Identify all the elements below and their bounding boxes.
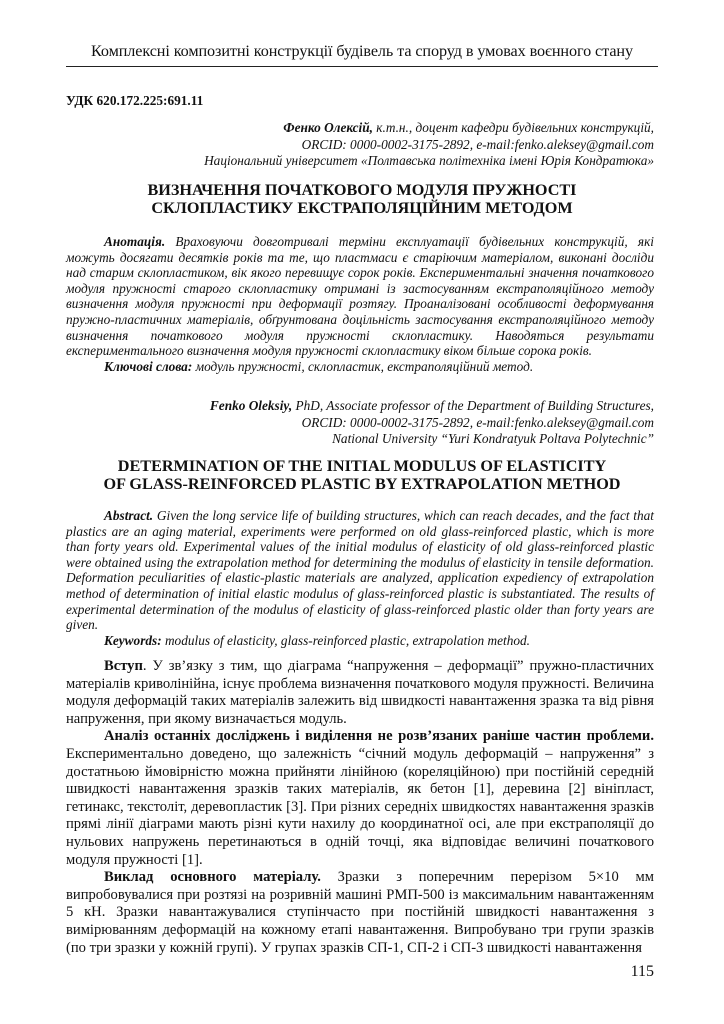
keywords-en-paragraph — [66, 633, 654, 649]
abstract-en-text: Given the long service life of building structures, which can reach decades, and the fact that plastics are an aging material, experiments were performed on old glass-reinforced plastic, which is more than forty years old. Experimental values of the initial modulus of elasticity of old glass-reinforced plastic were obtained using the extrapolation method for determining the modulus of elasticity in tensile deformation. Deformation peculiarities of elastic-plastic materials are analyzed, application expediency of extrapolation method of determination of initial elastic modulus of glass-reinforced plastic is substantiated. The results of experimental determination of the modulus of elasticity of glass-reinforced plastic older than forty years are given. — [66, 508, 654, 633]
author-affiliation-en: National University “Yuri Kondratyuk Poltava Polytechnic” — [332, 431, 654, 446]
title-en — [66, 457, 658, 493]
abstract-ua-label: Анотація. — [104, 234, 166, 249]
keywords-ua-label: Ключові слова: — [104, 358, 193, 374]
abstract-ua-text: Враховуючи довготривалі терміни експлуатації будівельних конструкцій, які можуть досягати десятків років та те, що пластмаси є старіючим матеріалом, виконані досліди над старим склопластиком, вік якого перевищує сорок років. Експериментальні значення початкового модуля пружності старого склопластику отримані із застосуванням екстраполяційного методу визначення модуля пружності при деформації розтягу. Проаналізовані особливості деформування пружно-пластичних матеріалів, обґрунтована доцільність застосування екстраполяційного методу визначення початкового модуля пружності склопластику. Наводяться результати експериментального визначення модуля пружності склопластику віком більше сорока років. — [66, 234, 654, 359]
abstract-ua — [66, 234, 654, 374]
analysis-paragraph — [66, 728, 654, 869]
udc-code: УДК 620.172.225:691.11 — [66, 93, 204, 108]
keywords-ua-paragraph — [66, 359, 654, 375]
author-block-en — [66, 398, 654, 448]
keywords-en-label: Keywords: — [104, 632, 162, 648]
header-rule — [66, 66, 658, 67]
author-contacts-en: ORCID: 0000-0002-3175-2892, e-mail:fenko.aleksey@gmail.com — [301, 414, 654, 430]
abstract-ua-paragraph — [66, 234, 654, 359]
title-ua — [66, 181, 658, 217]
author-name-en: Fenko Oleksiy, — [209, 398, 293, 413]
abstract-en — [66, 508, 654, 648]
analysis-label: Аналіз останніх досліджень і виділення не розв’язаних раніше частин проблеми. — [104, 728, 654, 745]
author-block-ua — [66, 120, 654, 170]
title-en-line1: DETERMINATION OF THE INITIAL MODULUS OF ELASTICITY — [117, 457, 607, 475]
author-position-ua: к.т.н., доцент кафедри будівельних конструкцій, — [372, 120, 654, 135]
main-label: Виклад основного матеріалу. — [104, 869, 321, 886]
keywords-en-text: modulus of elasticity, glass-reinforced plastic, extrapolation method. — [161, 632, 530, 648]
author-affiliation-ua: Національний університет «Полтавська політехніка імені Юрія Кондратюка» — [204, 153, 654, 168]
author-position-en: PhD, Associate professor of the Department of Building Structures, — [292, 398, 654, 413]
intro-text: . У зв’язку з тим, що діаграма “напруження – деформації” пружно-пластичних матеріалів криволінійна, існує проблема визначення початкового модуля пружності. Величина модуля деформацій таких матеріалів залежить від швидкості навантаження зразка та від рівня напруження, при якому визначається модуль. — [66, 658, 654, 727]
abstract-en-label: Abstract. — [104, 508, 154, 523]
author-contacts-ua: ORCID: 0000-0002-3175-2892, e-mail:fenko.aleksey@gmail.com — [301, 136, 654, 152]
title-en-line2: OF GLASS-REINFORCED PLASTIC BY EXTRAPOLATION METHOD — [103, 475, 621, 493]
title-ua-line1: ВИЗНАЧЕННЯ ПОЧАТКОВОГО МОДУЛЯ ПРУЖНОСТІ — [147, 181, 577, 199]
main-paragraph — [66, 869, 654, 957]
analysis-text: Експериментально доведено, що залежність “січний модуль деформацій – напруження” з достатньою ймовірністю можна прийняти лінійною (кореляційною) при постійній середній швидкості навантаження зразків таких матеріалів, як бетон [1], деревина [2] вініпласт, гетинакс, текстоліт, деревопластик [3]. При різних середніх швидкостях навантаження зразків прямі лінії діаграми мають різні кути нахилу до координатної осі, але при екстраполяції до нульових напружень перетинаються в одній точці, яка відповідає величині початкового модуля пружності [1]. — [66, 745, 654, 868]
title-ua-line2: СКЛОПЛАСТИКУ ЕКСТРАПОЛЯЦІЙНИМ МЕТОДОМ — [151, 199, 573, 217]
article-body — [66, 658, 654, 957]
author-line-ua — [66, 120, 654, 137]
intro-paragraph — [66, 658, 654, 728]
author-line-en — [66, 398, 654, 415]
running-header: Комплексні композитні конструкції будівель та споруд в умовах воєнного стану — [91, 42, 633, 60]
abstract-en-paragraph — [66, 508, 654, 633]
keywords-ua-text: модуль пружності, склопластик, екстраполяційний метод. — [192, 358, 534, 374]
intro-label: Вступ — [104, 658, 143, 674]
page-number: 115 — [630, 963, 654, 980]
main-text: Зразки з поперечним перерізом 5×10 мм випробовувалися при розтязі на розривній машині РМП-500 із максимальним навантаженням 5 кН. Зразки навантажувалися ступінчасто при постійній швидкості навантаження з вимірюванням деформацій на кожному етапі навантаження. Випробувано три групи зразків (по три зразки у кожній групі). У групах зразків СП-1, СП-2 і СП-3 швидкості навантаження — [66, 869, 654, 956]
author-name-ua: Фенко Олексій, — [283, 120, 373, 135]
